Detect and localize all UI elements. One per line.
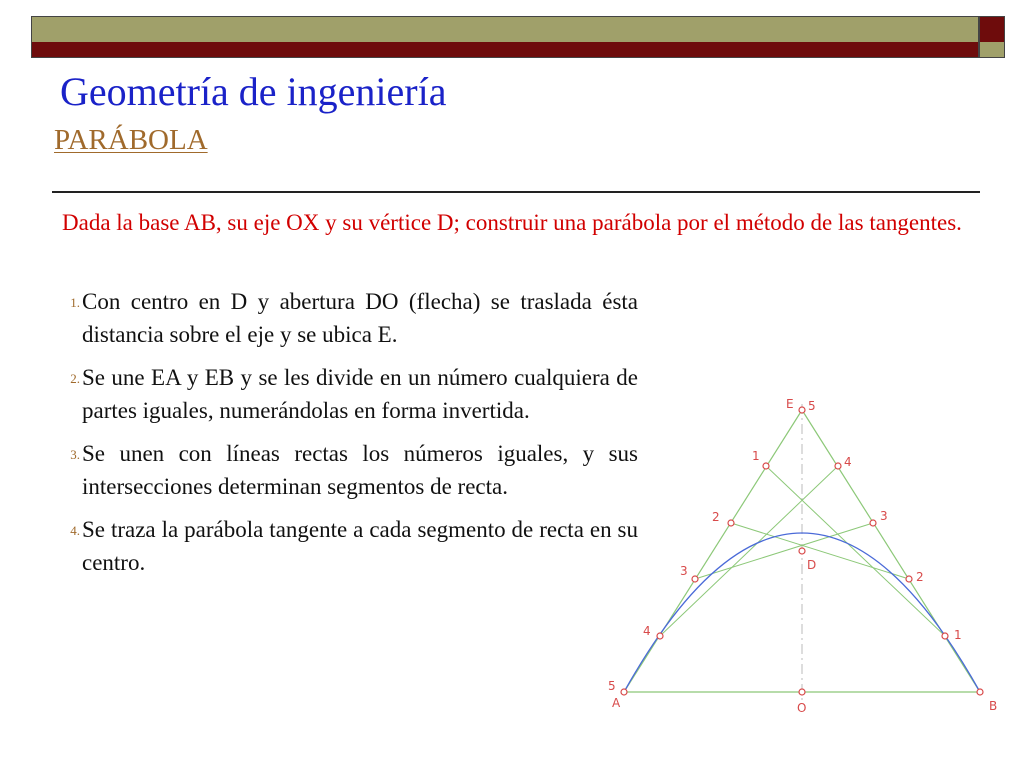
point-d bbox=[799, 548, 805, 554]
step-text: Se unen con líneas rectas los números iguales, y sus intersecciones determinan segmentos de recta. bbox=[82, 441, 638, 499]
point-right-3 bbox=[870, 520, 876, 526]
label-e-division: 5 bbox=[808, 399, 816, 413]
point-left-3 bbox=[692, 576, 698, 582]
header-bar-maroon bbox=[31, 42, 979, 58]
label-b: B bbox=[989, 699, 998, 713]
point-left-2 bbox=[728, 520, 734, 526]
tangent-line bbox=[695, 523, 873, 579]
list-item bbox=[46, 361, 638, 427]
label-e: E bbox=[786, 397, 794, 411]
step-number: 2. bbox=[70, 371, 80, 386]
side-ea-line bbox=[624, 410, 802, 692]
label-left-division: 4 bbox=[643, 624, 651, 638]
point-o bbox=[799, 689, 805, 695]
list-item bbox=[46, 437, 638, 503]
point-e bbox=[799, 407, 805, 413]
label-right-division: 3 bbox=[880, 509, 888, 523]
step-text: Se une EA y EB y se les divide en un número cualquiera de partes iguales, numerándolas en forma invertida. bbox=[82, 365, 638, 423]
step-text: Con centro en D y abertura DO (flecha) se traslada ésta distancia sobre el eje y se ubica E. bbox=[82, 289, 638, 347]
slide-subtitle: PARÁBOLA bbox=[54, 124, 208, 156]
header-bar-olive bbox=[31, 16, 979, 44]
tangent-line bbox=[766, 466, 945, 636]
point-left-4 bbox=[657, 633, 663, 639]
tangent-line bbox=[660, 466, 838, 636]
slide-title: Geometría de ingeniería bbox=[60, 69, 447, 114]
header-square-maroon bbox=[979, 16, 1005, 44]
header-square-olive bbox=[979, 42, 1005, 58]
label-a-division: 5 bbox=[608, 679, 616, 693]
label-o: O bbox=[797, 701, 807, 715]
step-number: 1. bbox=[70, 295, 80, 310]
list-item bbox=[46, 285, 638, 351]
label-right-division: 4 bbox=[844, 455, 852, 469]
point-b bbox=[977, 689, 983, 695]
point-left-1 bbox=[763, 463, 769, 469]
label-right-division: 2 bbox=[916, 570, 924, 584]
list-item bbox=[46, 513, 638, 579]
label-right-division: 1 bbox=[954, 628, 962, 642]
steps-list bbox=[46, 285, 638, 589]
point-right-2 bbox=[906, 576, 912, 582]
label-a: A bbox=[612, 696, 621, 710]
tangent-line bbox=[731, 523, 909, 579]
point-right-4 bbox=[835, 463, 841, 469]
point-right-1 bbox=[942, 633, 948, 639]
parabola-construction-diagram bbox=[600, 392, 1020, 722]
point-a bbox=[621, 689, 627, 695]
label-left-division: 1 bbox=[752, 449, 760, 463]
side-eb-line bbox=[802, 410, 980, 692]
divider-line bbox=[52, 191, 980, 193]
intro-paragraph: Dada la base AB, su eje OX y su vértice D; construir una parábola por el método de las tangentes. bbox=[62, 210, 962, 235]
step-number: 3. bbox=[70, 447, 80, 462]
step-text: Se traza la parábola tangente a cada segmento de recta en su centro. bbox=[82, 517, 638, 575]
label-left-division: 3 bbox=[680, 564, 688, 578]
label-left-division: 2 bbox=[712, 510, 720, 524]
label-d: D bbox=[807, 558, 817, 572]
step-number: 4. bbox=[70, 523, 80, 538]
